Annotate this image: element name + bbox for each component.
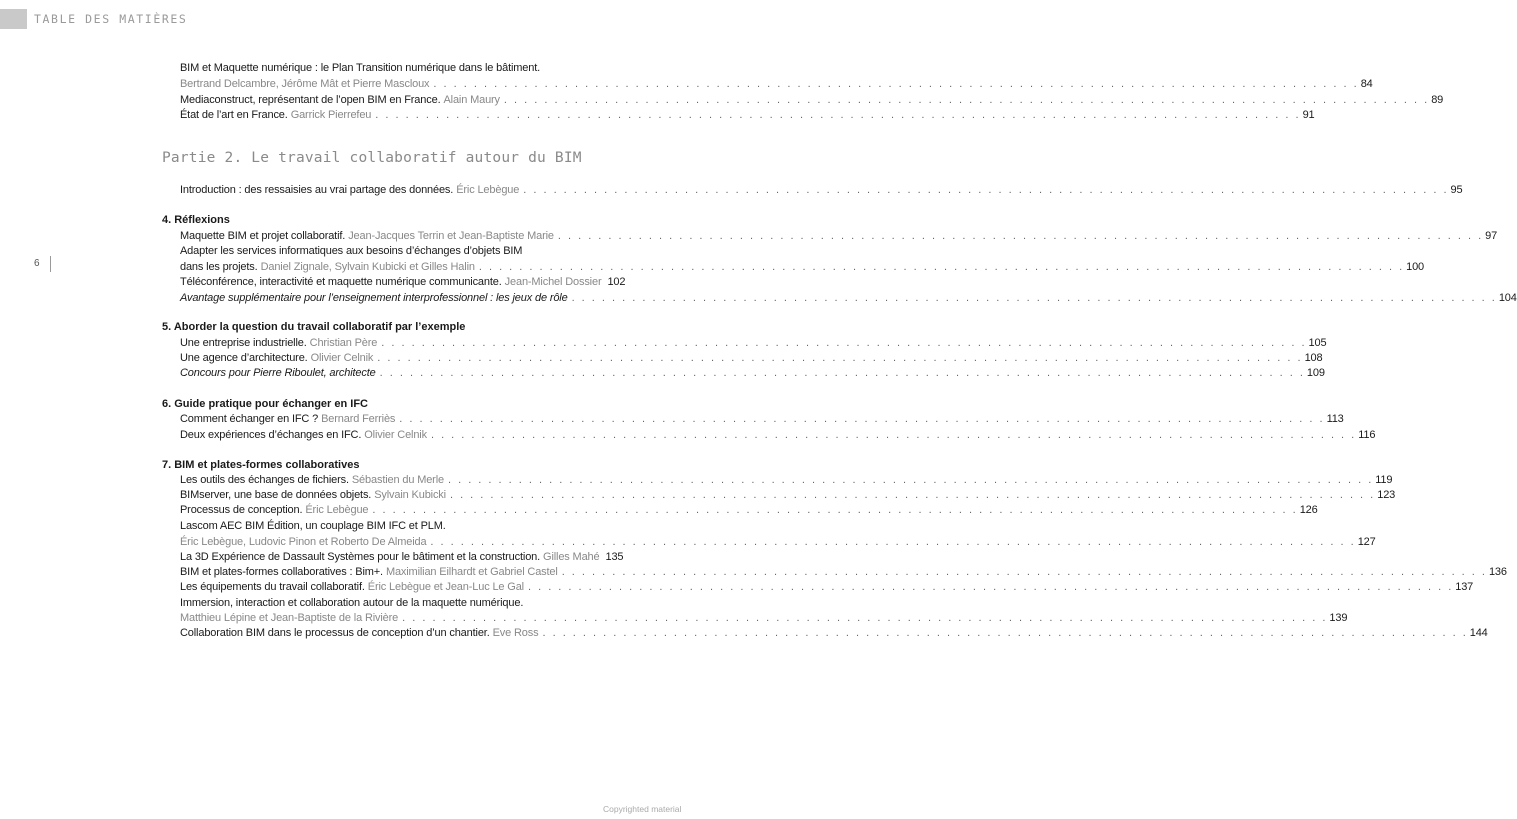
toc-entry[interactable] bbox=[180, 502, 1318, 518]
leader-dots bbox=[504, 92, 1429, 108]
entry-title: Les équipements du travail collaboratif. bbox=[180, 581, 365, 593]
leader-dots bbox=[402, 610, 1327, 626]
toc-entry[interactable] bbox=[180, 472, 1393, 488]
entry-authors: Éric Lebègue, Ludovic Pinon et Roberto De Almeida bbox=[180, 536, 427, 548]
leader-dots bbox=[380, 365, 1305, 381]
entry-authors: Éric Lebègue bbox=[456, 184, 520, 196]
section-heading: 4. Réflexions bbox=[162, 214, 230, 226]
leader-dots bbox=[431, 427, 1356, 443]
part-title: Partie 2. Le travail collaboratif autour du BIM bbox=[162, 150, 582, 166]
toc-entry[interactable] bbox=[180, 549, 624, 565]
entry-page: 109 bbox=[1306, 367, 1325, 379]
entry-page: 113 bbox=[1326, 413, 1344, 425]
section-heading: 7. BIM et plates-formes collaboratives bbox=[162, 459, 360, 471]
toc-entry[interactable] bbox=[180, 182, 1463, 198]
entry-authors: Jean-Michel Dossier bbox=[504, 276, 602, 288]
entry-title: La 3D Expérience de Dassault Systèmes pour le bâtiment et la construction. bbox=[180, 551, 541, 563]
entry-title: BIM et plates-formes collaboratives : Bim+. bbox=[180, 566, 383, 578]
entry-authors: Sébastien du Merle bbox=[351, 474, 444, 486]
entry-page: 102 bbox=[607, 276, 626, 288]
entry-title-line: Immersion, interaction et collaboration autour de la maquette numérique. bbox=[180, 597, 524, 609]
entry-authors: Christian Père bbox=[309, 337, 378, 349]
leader-dots bbox=[450, 487, 1375, 503]
toc-entry[interactable] bbox=[180, 107, 1315, 123]
entry-authors: Éric Lebègue et Jean-Luc Le Gal bbox=[367, 581, 524, 593]
entry-authors: Sylvain Kubicki bbox=[374, 489, 446, 501]
entry-title: État de l’art en France. bbox=[180, 109, 288, 121]
entry-title: Concours pour Pierre Riboulet, architecte bbox=[180, 367, 376, 379]
entry-authors: Matthieu Lépine et Jean-Baptiste de la Rivière bbox=[180, 612, 399, 624]
leader-dots bbox=[399, 411, 1324, 427]
entry-page: 91 bbox=[1302, 109, 1315, 121]
leader-dots bbox=[381, 335, 1306, 351]
section-heading: 5. Aborder la question du travail collaboratif par l’exemple bbox=[162, 321, 466, 333]
page-number: 6 bbox=[34, 258, 40, 269]
entry-title: Mediaconstruct, représentant de l’open BIM en France. bbox=[180, 94, 441, 106]
entry-authors: Garrick Pierrefeu bbox=[290, 109, 372, 121]
entry-authors: Éric Lebègue bbox=[305, 504, 369, 516]
entry-title: BIMserver, une base de données objets. bbox=[180, 489, 372, 501]
entry-title: dans les projets. bbox=[180, 261, 258, 273]
entry-page: 126 bbox=[1299, 504, 1318, 516]
entry-title-line: Lascom AEC BIM Édition, un couplage BIM IFC et PLM. bbox=[180, 520, 446, 532]
toc-entry[interactable] bbox=[180, 625, 1488, 641]
entry-page: 108 bbox=[1304, 352, 1323, 364]
entry-page: 127 bbox=[1357, 536, 1376, 548]
entry-authors: Alain Maury bbox=[443, 94, 500, 106]
toc-entry[interactable] bbox=[180, 92, 1444, 108]
entry-title-line: Adapter les services informatiques aux besoins d’échanges d’objets BIM bbox=[180, 245, 523, 257]
entry-page: 144 bbox=[1469, 627, 1488, 639]
entry-title: Processus de conception. bbox=[180, 504, 303, 516]
entry-title: BIM et Maquette numérique : le Plan Transition numérique dans le bâtiment. bbox=[180, 62, 541, 74]
entry-page: 97 bbox=[1485, 230, 1498, 242]
entry-authors: Bernard Ferriès bbox=[321, 413, 396, 425]
leader-dots bbox=[448, 472, 1373, 488]
entry-page: 137 bbox=[1455, 581, 1474, 593]
toc-entry[interactable] bbox=[180, 411, 1344, 427]
running-header: TABLE DES MATIÈRES bbox=[34, 12, 188, 26]
entry-page: 123 bbox=[1377, 489, 1396, 501]
leader-dots bbox=[377, 350, 1302, 366]
page-number-rule bbox=[50, 256, 51, 272]
entry-title: Avantage supplémentaire pour l’enseignement interprofessionnel : les jeux de rôle bbox=[180, 292, 568, 304]
entry-authors: Daniel Zignale, Sylvain Kubicki et Gilles Halin bbox=[260, 261, 475, 273]
toc-entry[interactable] bbox=[180, 290, 1517, 306]
toc-entry[interactable] bbox=[180, 610, 1348, 626]
leader-dots bbox=[558, 228, 1483, 244]
leader-dots bbox=[572, 290, 1497, 306]
entry-title: Collaboration BIM dans le processus de conception d’un chantier. bbox=[180, 627, 490, 639]
entry-page: 139 bbox=[1329, 612, 1348, 624]
entry-page: 105 bbox=[1308, 337, 1327, 349]
copyright-notice: Copyrighted material bbox=[603, 804, 682, 814]
leader-dots bbox=[479, 259, 1404, 275]
entry-authors: Bertrand Delcambre, Jérôme Mât et Pierre Mascloux bbox=[180, 78, 430, 90]
toc-entry[interactable] bbox=[180, 228, 1498, 244]
entry-title: Une entreprise industrielle. bbox=[180, 337, 307, 349]
toc-entry[interactable] bbox=[180, 350, 1323, 366]
toc-entry[interactable] bbox=[180, 274, 626, 290]
entry-authors: Jean-Jacques Terrin et Jean-Baptiste Marie bbox=[348, 230, 554, 242]
toc-entry[interactable] bbox=[180, 579, 1474, 595]
entry-page: 119 bbox=[1375, 474, 1393, 486]
entry-page: 135 bbox=[605, 551, 624, 563]
toc-entry[interactable] bbox=[180, 534, 1376, 550]
leader-dots bbox=[542, 625, 1467, 641]
entry-page: 84 bbox=[1360, 78, 1373, 90]
entry-authors: Olivier Celnik bbox=[364, 429, 427, 441]
toc-entry[interactable] bbox=[180, 365, 1325, 381]
leader-dots bbox=[430, 534, 1355, 550]
entry-authors: Maximilian Eilhardt et Gabriel Castel bbox=[385, 566, 558, 578]
toc-entry[interactable] bbox=[180, 564, 1507, 580]
entry-authors: Eve Ross bbox=[492, 627, 539, 639]
entry-title: Maquette BIM et projet collaboratif. bbox=[180, 230, 346, 242]
entry-page: 95 bbox=[1450, 184, 1463, 196]
toc-entry[interactable] bbox=[180, 427, 1376, 443]
leader-dots bbox=[528, 579, 1453, 595]
entry-page: 89 bbox=[1431, 94, 1444, 106]
entry-page: 116 bbox=[1358, 429, 1376, 441]
toc-entry[interactable] bbox=[180, 335, 1327, 351]
leader-dots bbox=[433, 76, 1358, 92]
entry-title: Comment échanger en IFC ? bbox=[180, 413, 319, 425]
leader-dots bbox=[523, 182, 1448, 198]
header-bar bbox=[0, 9, 27, 29]
leader-dots bbox=[372, 502, 1297, 518]
toc-entry[interactable] bbox=[180, 60, 612, 76]
entry-title: Téléconférence, interactivité et maquette numérique communicante. bbox=[180, 276, 502, 288]
toc-entry[interactable] bbox=[180, 259, 1425, 275]
entry-title: Une agence d’architecture. bbox=[180, 352, 308, 364]
leader-dots bbox=[562, 564, 1487, 580]
leader-dots bbox=[375, 107, 1300, 123]
section-heading: 6. Guide pratique pour échanger en IFC bbox=[162, 398, 368, 410]
entry-authors: Olivier Celnik bbox=[310, 352, 374, 364]
entry-page: 104 bbox=[1498, 292, 1517, 304]
entry-title: Deux expériences d’échanges en IFC. bbox=[180, 429, 362, 441]
entry-title: Les outils des échanges de fichiers. bbox=[180, 474, 349, 486]
entry-page: 100 bbox=[1406, 261, 1425, 273]
entry-authors: Gilles Mahé bbox=[543, 551, 600, 563]
toc-entry[interactable] bbox=[180, 487, 1396, 503]
entry-page: 136 bbox=[1488, 566, 1507, 578]
entry-title: Introduction : des ressaisies au vrai partage des données. bbox=[180, 184, 454, 196]
toc-entry[interactable] bbox=[180, 76, 1373, 92]
